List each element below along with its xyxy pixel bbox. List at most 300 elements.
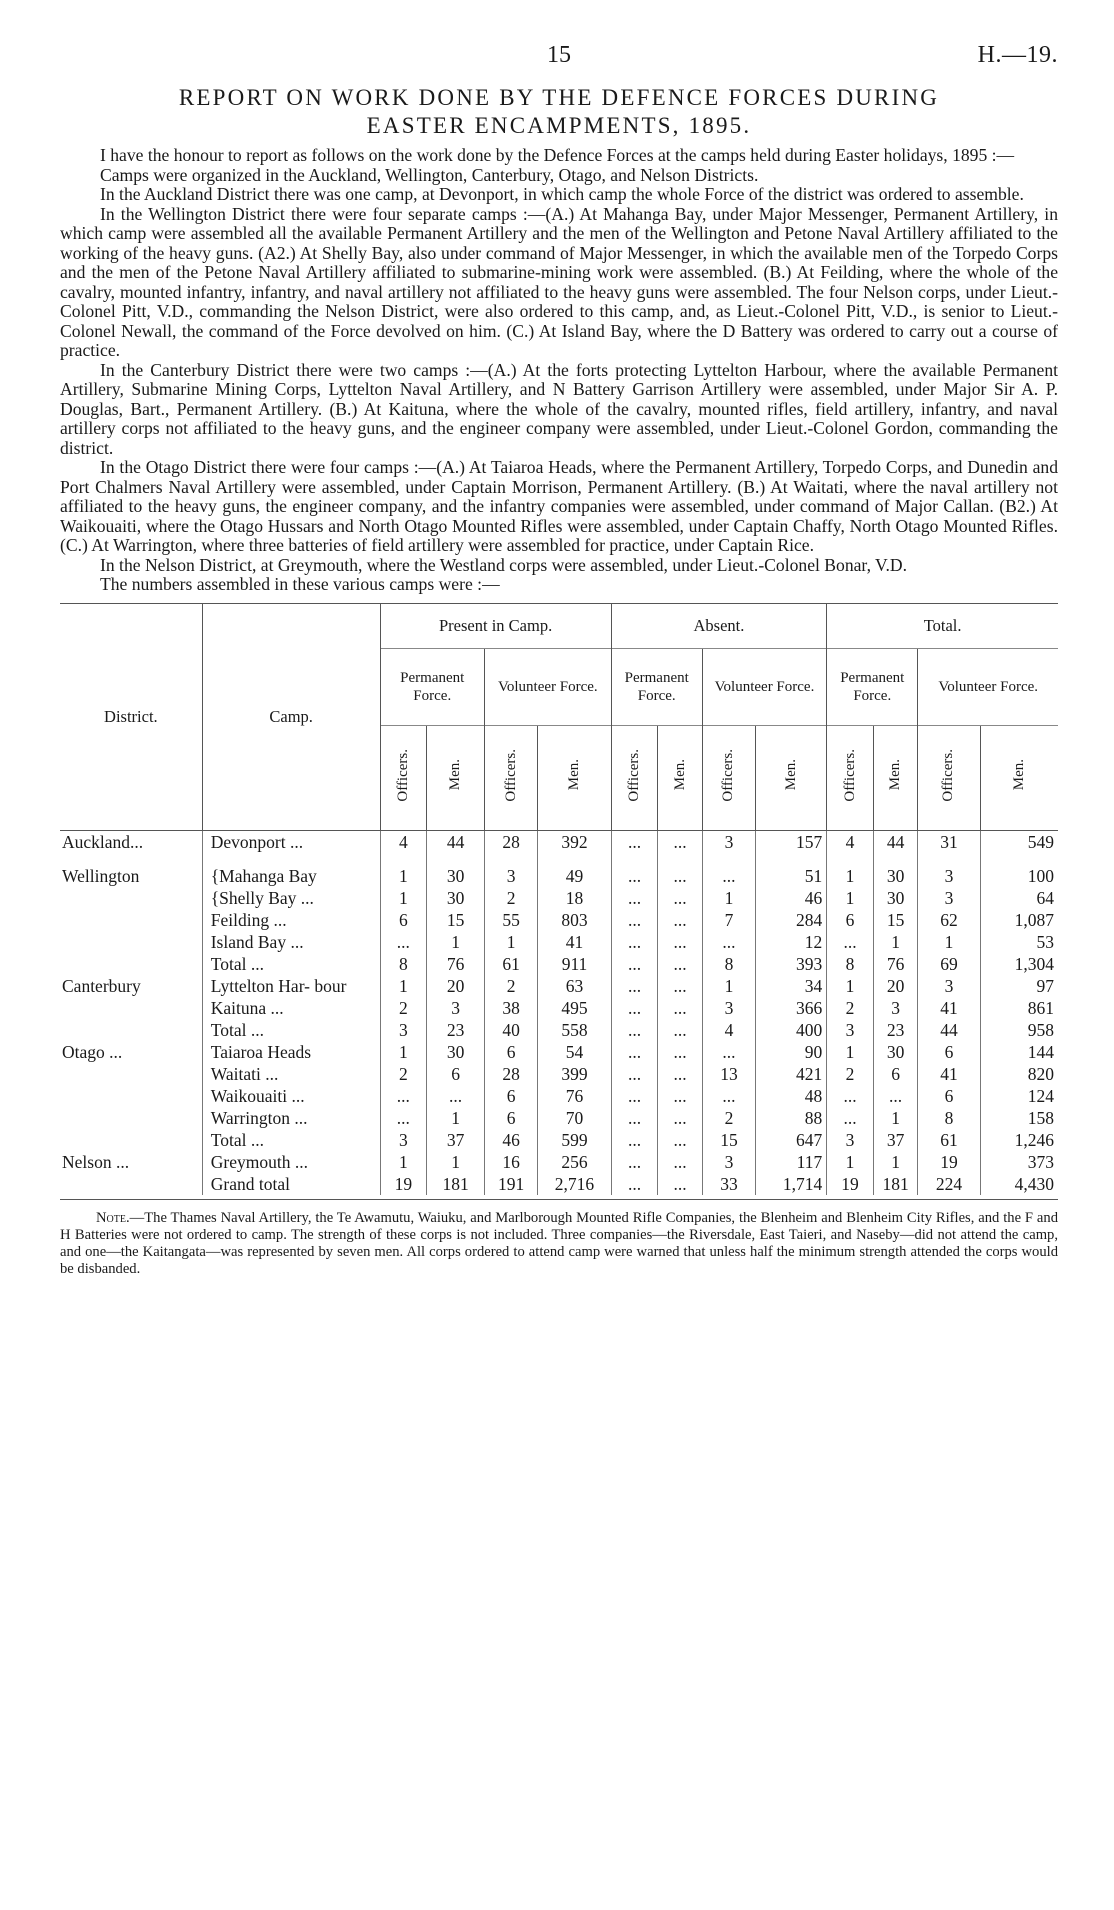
- number-cell: 90: [756, 1041, 827, 1063]
- spacer-cell: [60, 853, 202, 865]
- spacer-cell: [202, 853, 380, 865]
- number-cell: 3: [827, 1019, 874, 1041]
- number-cell: 3: [827, 1129, 874, 1151]
- district-cell: Wellington: [62, 865, 140, 886]
- camp-cell: Total ...: [202, 953, 380, 975]
- number-cell: ...: [658, 1019, 702, 1041]
- number-cell: ...: [658, 997, 702, 1019]
- number-cell: ...: [658, 887, 702, 909]
- header-present-volunteer: Volunteer Force.: [484, 648, 611, 725]
- header-total: Total.: [827, 603, 1058, 648]
- number-cell: 6: [918, 1041, 980, 1063]
- number-cell: 15: [702, 1129, 755, 1151]
- number-cell: 44: [918, 1019, 980, 1041]
- number-cell: 549: [980, 830, 1058, 853]
- table-row: [60, 830, 1058, 853]
- number-cell: 1: [827, 975, 874, 997]
- number-cell: 4: [827, 830, 874, 853]
- number-cell: 1: [873, 931, 917, 953]
- paragraph-numbers-intro: The numbers assembled in these various camps were :—: [100, 574, 500, 594]
- spacer-cell: [756, 853, 827, 865]
- header-camp: Camp.: [202, 603, 380, 830]
- number-cell: 157: [756, 830, 827, 853]
- number-cell: 2: [484, 975, 537, 997]
- number-cell: 558: [538, 1019, 611, 1041]
- paragraph-wellington: In the Wellington District there were four separate camps :—(A.) At Mahanga Bay, under Major Messenger, Permanent Artillery, in which camp were assembled all the available Permanent Artillery and the men of the Wellington and Petone Naval Artillery affiliated to the working of the heavy guns. (A2.) At Shelly Bay, also under command of Major Messenger, in which the available men of the Torpedo Corps and the men of the Petone Naval Artillery affiliated to submarine-mining work were assembled. (B.) At Feilding, where the whole of the cavalry, mounted infantry, infantry, and naval artillery not affiliated to the heavy guns were assembled. The four Nelson corps, under Lieut.-Colonel Pitt, V.D., commanding the Nelson District, were also ordered to this camp, and, as Lieut.-Colonel Pitt, V.D., is senior to Lieut.-Colonel Newall, the command of the Force devolved on him. (C.) At Island Bay, where the D Battery was ordered to carry out a course of practice.: [60, 203, 1058, 360]
- table-row: [60, 1107, 1058, 1129]
- number-cell: 2: [380, 1063, 427, 1085]
- header-total-volunteer: Volunteer Force.: [918, 648, 1058, 725]
- number-cell: 54: [538, 1041, 611, 1063]
- header-men-label: Men.: [447, 759, 464, 791]
- number-cell: ...: [611, 931, 658, 953]
- header-absent-volunteer: Volunteer Force.: [702, 648, 826, 725]
- number-cell: 803: [538, 909, 611, 931]
- paragraph-otago: In the Otago District there were four camps :—(A.) At Taiaroa Heads, where the Permanent Artillery, Torpedo Corps, and Dunedin and Port Chalmers Naval Artillery were assembled, under Captain Morrison, Permanent Artillery. (B.) At Waitati, where the naval artillery not affiliated to the heavy guns, the engineer company, and the infantry companies were assembled, under command of Major Callan. (B2.) At Waikouaiti, where the Otago Hussars and North Otago Mounted Rifles were assembled, under Captain Chaffy, North Otago Mounted Rifles. (C.) At Warrington, where three batteries of field artillery were assembled for practice, under Captain Rice.: [60, 457, 1058, 555]
- number-cell: 1: [484, 931, 537, 953]
- paragraph-nelson: In the Nelson District, at Greymouth, where the Westland corps were assembled, under Lieut.-Colonel Bonar, V.D.: [100, 554, 907, 575]
- header-present-permanent: Permanent Force.: [380, 648, 484, 725]
- number-cell: ...: [827, 931, 874, 953]
- number-cell: 76: [538, 1085, 611, 1107]
- camp-cell: {Mahanga Bay: [202, 865, 380, 887]
- camp-cell: Total ...: [202, 1019, 380, 1041]
- district-cell: Nelson ...: [62, 1151, 130, 1172]
- camp-cell: Greymouth ...: [202, 1151, 380, 1173]
- header-district: District.: [60, 603, 202, 830]
- district-cell: Auckland...: [62, 831, 144, 852]
- spacer-cell: [427, 853, 485, 865]
- number-cell: 69: [918, 953, 980, 975]
- spacer-cell: [873, 853, 917, 865]
- spacer-cell: [380, 853, 427, 865]
- header-officers-label: Officers.: [502, 748, 519, 802]
- number-cell: ...: [611, 1107, 658, 1129]
- number-cell: 6: [918, 1085, 980, 1107]
- number-cell: 12: [756, 931, 827, 953]
- header-absent: Absent.: [611, 603, 827, 648]
- number-cell: 44: [427, 830, 485, 853]
- number-cell: 495: [538, 997, 611, 1019]
- footnote-text: —The Thames Naval Artillery, the Te Awamutu, Waiuku, and Marlborough Mounted Rifle Companies, the Blenheim and Blenheim City Rifles, and the F and H Batteries were not ordered to camp. The strength of these corps is not included. Three companies—the Riversdale, East Taieri, and Naseby—did not attend the camp, and one—the Kaitangata—was represented by seven men. All corps ordered to attend camp were warned that unless half the minimum strength attended the corps would be disbanded.: [60, 1209, 1058, 1277]
- header-men: [427, 725, 485, 830]
- number-cell: ...: [611, 1019, 658, 1041]
- number-cell: 6: [873, 1063, 917, 1085]
- number-cell: 4: [380, 830, 427, 853]
- header-officers: [827, 725, 874, 830]
- number-cell: ...: [873, 1085, 917, 1107]
- page: [60, 40, 1058, 1278]
- header-men-label: Men.: [1010, 759, 1027, 791]
- number-cell: 3: [702, 1151, 755, 1173]
- number-cell: 30: [873, 1041, 917, 1063]
- number-cell: ...: [658, 975, 702, 997]
- number-cell: 6: [484, 1107, 537, 1129]
- header-men-label: Men.: [887, 759, 904, 791]
- number-cell: ...: [658, 830, 702, 853]
- number-cell: 70: [538, 1107, 611, 1129]
- number-cell: ...: [658, 1173, 702, 1195]
- number-cell: 373: [980, 1151, 1058, 1173]
- number-cell: 1: [427, 931, 485, 953]
- number-cell: ...: [380, 1107, 427, 1129]
- number-cell: 1,246: [980, 1129, 1058, 1151]
- page-number: 15: [547, 42, 571, 68]
- number-cell: 117: [756, 1151, 827, 1173]
- number-cell: 284: [756, 909, 827, 931]
- camp-cell: Waitati ...: [202, 1063, 380, 1085]
- number-cell: ...: [611, 975, 658, 997]
- header-officers: [918, 725, 980, 830]
- number-cell: 1: [380, 1041, 427, 1063]
- camp-cell: Waikouaiti ...: [202, 1085, 380, 1107]
- number-cell: 100: [980, 865, 1058, 887]
- number-cell: 62: [918, 909, 980, 931]
- number-cell: 191: [484, 1173, 537, 1195]
- number-cell: 6: [484, 1041, 537, 1063]
- number-cell: ...: [658, 865, 702, 887]
- camp-cell: Total ...: [202, 1129, 380, 1151]
- number-cell: ...: [611, 1085, 658, 1107]
- number-cell: 6: [380, 909, 427, 931]
- camp-cell: Warrington ...: [202, 1107, 380, 1129]
- number-cell: 224: [918, 1173, 980, 1195]
- number-cell: ...: [611, 1173, 658, 1195]
- number-cell: 30: [873, 865, 917, 887]
- number-cell: 30: [427, 1041, 485, 1063]
- camp-cell: {Shelly Bay ...: [202, 887, 380, 909]
- number-cell: 37: [427, 1129, 485, 1151]
- number-cell: ...: [380, 931, 427, 953]
- number-cell: 20: [427, 975, 485, 997]
- number-cell: 19: [918, 1151, 980, 1173]
- number-cell: 158: [980, 1107, 1058, 1129]
- district-cell: [60, 1085, 202, 1107]
- spacer-cell: [702, 853, 755, 865]
- number-cell: ...: [827, 1085, 874, 1107]
- number-cell: 1,087: [980, 909, 1058, 931]
- number-cell: ...: [658, 1107, 702, 1129]
- number-cell: ...: [611, 1063, 658, 1085]
- table-row: [60, 1151, 1058, 1173]
- number-cell: 28: [484, 830, 537, 853]
- number-cell: ...: [380, 1085, 427, 1107]
- number-cell: 599: [538, 1129, 611, 1151]
- number-cell: ...: [611, 887, 658, 909]
- number-cell: 55: [484, 909, 537, 931]
- number-cell: ...: [611, 865, 658, 887]
- number-cell: 181: [873, 1173, 917, 1195]
- number-cell: 15: [873, 909, 917, 931]
- number-cell: 911: [538, 953, 611, 975]
- number-cell: 181: [427, 1173, 485, 1195]
- total-row: [60, 1129, 1058, 1151]
- number-cell: 861: [980, 997, 1058, 1019]
- number-cell: 51: [756, 865, 827, 887]
- paragraph-intro: I have the honour to report as follows on the work done by the Defence Forces at the camps held during Easter holidays, 1895 :—: [100, 145, 1015, 165]
- camp-cell: Lyttelton Har- bour: [202, 975, 380, 997]
- district-cell: [60, 1063, 202, 1085]
- number-cell: ...: [611, 909, 658, 931]
- footnote-label: Note.: [96, 1209, 130, 1226]
- number-cell: 38: [484, 997, 537, 1019]
- header-officers-label: Officers.: [841, 748, 858, 802]
- number-cell: 2: [380, 997, 427, 1019]
- camp-cell: Feilding ...: [202, 909, 380, 931]
- number-cell: 19: [827, 1173, 874, 1195]
- district-cell: [60, 997, 202, 1019]
- spacer-row: [60, 853, 1058, 865]
- camp-cell: Devonport ...: [202, 830, 380, 853]
- number-cell: 8: [380, 953, 427, 975]
- header-men: [658, 725, 702, 830]
- number-cell: 1: [380, 975, 427, 997]
- district-cell: [60, 1173, 202, 1195]
- number-cell: 2: [827, 997, 874, 1019]
- number-cell: 1: [702, 975, 755, 997]
- number-cell: 33: [702, 1173, 755, 1195]
- number-cell: 40: [484, 1019, 537, 1041]
- district-cell: [60, 931, 202, 953]
- number-cell: 13: [702, 1063, 755, 1085]
- number-cell: 61: [484, 953, 537, 975]
- header-officers: [380, 725, 427, 830]
- number-cell: 8: [827, 953, 874, 975]
- number-cell: 144: [980, 1041, 1058, 1063]
- spacer-cell: [484, 853, 537, 865]
- number-cell: 4: [702, 1019, 755, 1041]
- number-cell: 1,714: [756, 1173, 827, 1195]
- number-cell: 46: [484, 1129, 537, 1151]
- number-cell: 30: [427, 865, 485, 887]
- number-cell: 3: [380, 1019, 427, 1041]
- district-cell: [60, 1019, 202, 1041]
- district-cell: [60, 1107, 202, 1129]
- spacer-cell: [980, 853, 1058, 865]
- district-cell: [60, 909, 202, 931]
- header-officers: [484, 725, 537, 830]
- number-cell: 8: [702, 953, 755, 975]
- number-cell: 1: [380, 1151, 427, 1173]
- number-cell: 4,430: [980, 1173, 1058, 1195]
- number-cell: ...: [611, 953, 658, 975]
- header-absent-permanent: Permanent Force.: [611, 648, 702, 725]
- number-cell: 31: [918, 830, 980, 853]
- number-cell: 18: [538, 887, 611, 909]
- number-cell: 88: [756, 1107, 827, 1129]
- number-cell: 44: [873, 830, 917, 853]
- number-cell: 2: [702, 1107, 755, 1129]
- table-row: [60, 1041, 1058, 1063]
- page-header: [60, 40, 1058, 76]
- table-row: [60, 887, 1058, 909]
- number-cell: 3: [702, 830, 755, 853]
- table-row: [60, 1063, 1058, 1085]
- number-cell: 1: [427, 1151, 485, 1173]
- report-title: [60, 84, 1058, 140]
- number-cell: 20: [873, 975, 917, 997]
- header-men-label: Men.: [565, 759, 582, 791]
- number-cell: 46: [756, 887, 827, 909]
- number-cell: 2: [484, 887, 537, 909]
- number-cell: 53: [980, 931, 1058, 953]
- number-cell: 76: [427, 953, 485, 975]
- header-men: [873, 725, 917, 830]
- number-cell: 7: [702, 909, 755, 931]
- number-cell: ...: [611, 1129, 658, 1151]
- number-cell: 76: [873, 953, 917, 975]
- table-row: [60, 909, 1058, 931]
- header-present-in-camp: Present in Camp.: [380, 603, 611, 648]
- number-cell: ...: [702, 931, 755, 953]
- paragraph-auckland: In the Auckland District there was one camp, at Devonport, in which camp the whole Force of the district was ordered to assemble.: [100, 184, 1024, 204]
- number-cell: 647: [756, 1129, 827, 1151]
- number-cell: 8: [918, 1107, 980, 1129]
- number-cell: ...: [702, 1041, 755, 1063]
- number-cell: 400: [756, 1019, 827, 1041]
- number-cell: 41: [918, 1063, 980, 1085]
- number-cell: 1: [918, 931, 980, 953]
- district-cell: Canterbury: [62, 975, 141, 996]
- number-cell: 30: [873, 887, 917, 909]
- camp-cell: Taiaroa Heads: [202, 1041, 380, 1063]
- district-cell: Otago ...: [62, 1041, 123, 1062]
- number-cell: 23: [427, 1019, 485, 1041]
- total-row: [60, 953, 1058, 975]
- number-cell: ...: [611, 830, 658, 853]
- table-row: [60, 997, 1058, 1019]
- spacer-cell: [827, 853, 874, 865]
- number-cell: 958: [980, 1019, 1058, 1041]
- number-cell: 3: [918, 887, 980, 909]
- number-cell: 1: [827, 887, 874, 909]
- number-cell: 366: [756, 997, 827, 1019]
- table-row: [60, 865, 1058, 887]
- paragraph-canterbury: In the Canterbury District there were two camps :—(A.) At the forts protecting Lyttelton Harbour, where the available Permanent Artillery, Submarine Mining Corps, Lyttelton Naval Artillery, and N Battery Garrison Artillery were assembled, under Major Sir A. P. Douglas, Bart., Permanent Artillery. (B.) At Kaituna, where the whole of the cavalry, mounted rifles, field artillery, infantry, and naval artillery corps not affiliated to the heavy guns, and the engineer company were assembled, under Lieut.-Colonel Gordon, commanding the district.: [60, 359, 1058, 458]
- header-men-label: Men.: [782, 759, 799, 791]
- number-cell: ...: [658, 1041, 702, 1063]
- spacer-cell: [918, 853, 980, 865]
- table-bottom-rule: [60, 1199, 1058, 1200]
- number-cell: 34: [756, 975, 827, 997]
- number-cell: 256: [538, 1151, 611, 1173]
- number-cell: ...: [658, 931, 702, 953]
- header-men: [756, 725, 827, 830]
- number-cell: 64: [980, 887, 1058, 909]
- number-cell: ...: [611, 1041, 658, 1063]
- camp-cell: Kaituna ...: [202, 997, 380, 1019]
- spacer-cell: [611, 853, 658, 865]
- number-cell: 19: [380, 1173, 427, 1195]
- number-cell: 48: [756, 1085, 827, 1107]
- number-cell: ...: [427, 1085, 485, 1107]
- district-cell: [60, 953, 202, 975]
- number-cell: 1: [873, 1151, 917, 1173]
- number-cell: 6: [484, 1085, 537, 1107]
- header-men: [980, 725, 1058, 830]
- number-cell: 41: [918, 997, 980, 1019]
- header-officers-label: Officers.: [940, 748, 957, 802]
- number-cell: 23: [873, 1019, 917, 1041]
- number-cell: 28: [484, 1063, 537, 1085]
- spacer-cell: [658, 853, 702, 865]
- camp-cell: Grand total: [202, 1173, 380, 1195]
- number-cell: 399: [538, 1063, 611, 1085]
- camp-cell: Island Bay ...: [202, 931, 380, 953]
- number-cell: 1: [380, 865, 427, 887]
- number-cell: 97: [980, 975, 1058, 997]
- number-cell: 63: [538, 975, 611, 997]
- district-cell: [60, 887, 202, 909]
- number-cell: ...: [827, 1107, 874, 1129]
- report-title-line-1: REPORT ON WORK DONE BY THE DEFENCE FORCES DURING: [178, 85, 940, 110]
- report-title-line-2: EASTER ENCAMPMENTS, 1895.: [366, 113, 752, 138]
- number-cell: 2: [827, 1063, 874, 1085]
- number-cell: 3: [380, 1129, 427, 1151]
- number-cell: 421: [756, 1063, 827, 1085]
- number-cell: ...: [658, 953, 702, 975]
- number-cell: 3: [484, 865, 537, 887]
- number-cell: 1,304: [980, 953, 1058, 975]
- number-cell: ...: [658, 1151, 702, 1173]
- number-cell: 392: [538, 830, 611, 853]
- header-officers-label: Officers.: [626, 748, 642, 802]
- document-reference: H.—19.: [977, 42, 1058, 68]
- number-cell: ...: [658, 1129, 702, 1151]
- table-row: [60, 931, 1058, 953]
- number-cell: 6: [427, 1063, 485, 1085]
- number-cell: 1: [427, 1107, 485, 1129]
- number-cell: 37: [873, 1129, 917, 1151]
- number-cell: ...: [658, 1063, 702, 1085]
- number-cell: 3: [873, 997, 917, 1019]
- table-row: [60, 975, 1058, 997]
- total-row: [60, 1173, 1058, 1195]
- header-officers-label: Officers.: [720, 748, 737, 802]
- total-row: [60, 1019, 1058, 1041]
- number-cell: ...: [658, 1085, 702, 1107]
- table-body: [60, 830, 1058, 1195]
- number-cell: 1: [827, 1041, 874, 1063]
- number-cell: 2,716: [538, 1173, 611, 1195]
- number-cell: 61: [918, 1129, 980, 1151]
- header-total-permanent: Permanent Force.: [827, 648, 918, 725]
- number-cell: 1: [873, 1107, 917, 1129]
- number-cell: 41: [538, 931, 611, 953]
- report-body: [60, 146, 1058, 595]
- number-cell: 3: [702, 997, 755, 1019]
- number-cell: 3: [427, 997, 485, 1019]
- header-men: [538, 725, 611, 830]
- header-men-label: Men.: [671, 759, 688, 791]
- number-cell: ...: [611, 1151, 658, 1173]
- number-cell: 1: [827, 1151, 874, 1173]
- footnote: [60, 1210, 1058, 1278]
- header-officers-label: Officers.: [394, 748, 411, 802]
- number-cell: 1: [827, 865, 874, 887]
- number-cell: 820: [980, 1063, 1058, 1085]
- number-cell: 1: [702, 887, 755, 909]
- number-cell: ...: [611, 997, 658, 1019]
- paragraph-districts: Camps were organized in the Auckland, Wellington, Canterbury, Otago, and Nelson Districts.: [100, 164, 759, 185]
- number-cell: 49: [538, 865, 611, 887]
- number-cell: ...: [702, 1085, 755, 1107]
- header-officers: [611, 725, 658, 830]
- number-cell: 1: [380, 887, 427, 909]
- number-cell: 393: [756, 953, 827, 975]
- number-cell: ...: [702, 865, 755, 887]
- number-cell: 15: [427, 909, 485, 931]
